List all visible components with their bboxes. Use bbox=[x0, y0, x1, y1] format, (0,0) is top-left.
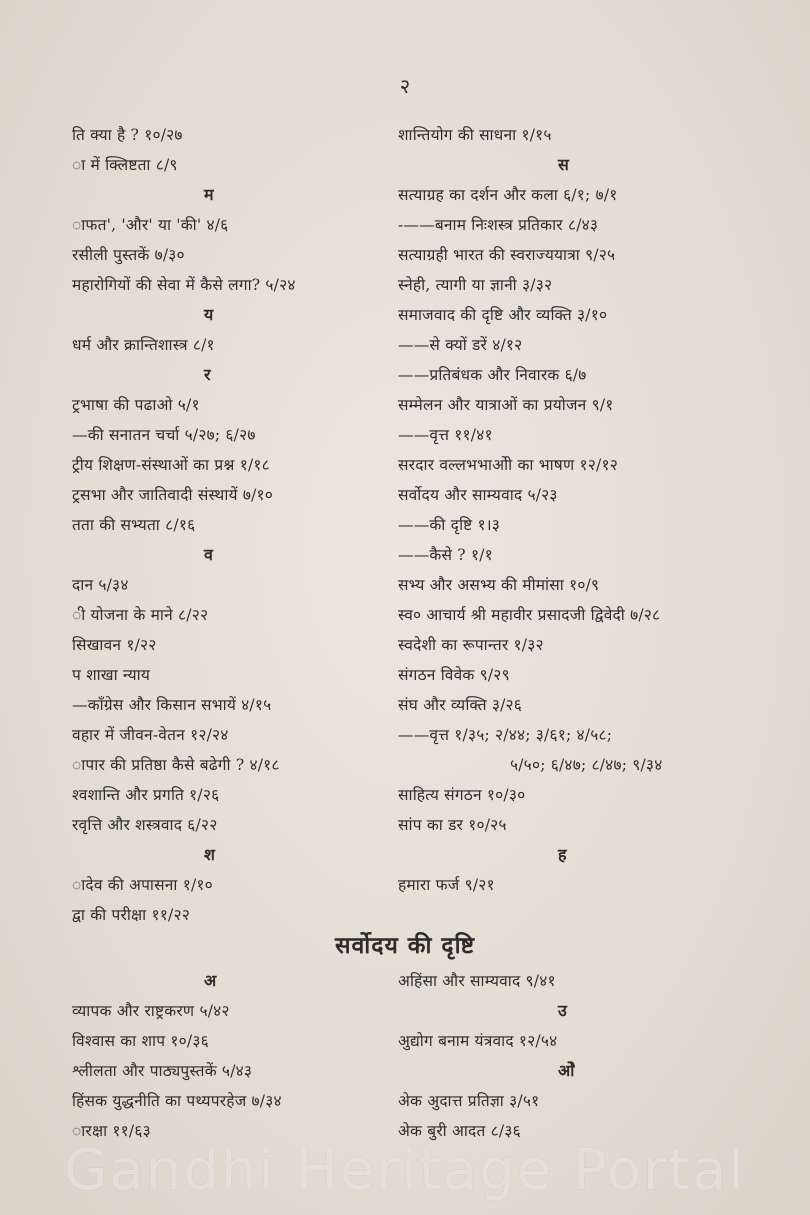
index-entry: विश्वास का शाप १०/३६ bbox=[72, 1032, 209, 1050]
index-letter-heading: र bbox=[204, 365, 211, 384]
index-entry: अुद्योग बनाम यंत्रवाद १२/५४ bbox=[398, 1032, 558, 1050]
index-entry: रवृत्ति और शस्त्रवाद ६/२२ bbox=[72, 816, 218, 834]
index-entry-continuation: ५/५०; ६/४७; ८/४७; ९/३४ bbox=[510, 756, 663, 774]
index-letter-heading: श bbox=[204, 845, 216, 864]
index-entry: ट्रसभा और जातिवादी संस्थायें ७/१० bbox=[72, 486, 274, 504]
index-letter-heading: ओे bbox=[558, 1061, 575, 1080]
index-entry: रसीली पुस्तकें ७/३० bbox=[72, 246, 185, 264]
index-letter-heading: अ bbox=[204, 971, 217, 990]
index-letter-heading: स bbox=[558, 155, 570, 174]
index-entry: ादेव की अपासना १/१० bbox=[72, 876, 213, 894]
index-letter-heading: उ bbox=[558, 1001, 567, 1020]
page-number: २ bbox=[399, 74, 411, 98]
index-entry: —काँग्रेस और किसान सभायें ४/१५ bbox=[72, 696, 272, 714]
index-entry: अहिंसा और साम्यवाद ९/४१ bbox=[398, 972, 556, 990]
index-entry: ——वृत्त ११/४१ bbox=[398, 426, 493, 444]
index-entry: ——की दृष्टि १।३ bbox=[398, 516, 501, 534]
index-column-right-section2 bbox=[398, 966, 798, 1146]
index-letter-heading: य bbox=[204, 305, 214, 324]
index-entry: सांप का डर १०/२५ bbox=[398, 816, 507, 834]
index-entry: सर्वोदय और साम्यवाद ५/२३ bbox=[398, 486, 558, 504]
index-entry: स्व० आचार्य श्री महावीर प्रसादजी द्विवेदी ७/२८ bbox=[398, 606, 661, 624]
index-entry: सभ्य और असभ्य की मीमांसा १०/९ bbox=[398, 576, 600, 594]
index-entry: ——प्रतिबंधक और निवारक ६/७ bbox=[398, 366, 587, 384]
index-entry: महारोगियों की सेवा में कैसे लगा? ५/२४ bbox=[72, 276, 296, 294]
index-entry: ट्रभाषा की पढाओ ५/१ bbox=[72, 396, 200, 414]
index-entry: व्यापक और राष्ट्रकरण ५/४२ bbox=[72, 1002, 230, 1020]
index-column-left bbox=[72, 120, 384, 930]
index-entry: दान ५/३४ bbox=[72, 576, 129, 594]
index-entry: वहार में जीवन-वेतन १२/२४ bbox=[72, 726, 229, 744]
index-entry: अेक बुरी आदत ८/३६ bbox=[398, 1122, 521, 1140]
index-entry: प शाखा न्याय bbox=[72, 666, 151, 684]
index-entry: ट्रीय शिक्षण-संस्थाओं का प्रश्न १/१८ bbox=[72, 456, 270, 474]
index-letter-heading: म bbox=[204, 185, 214, 204]
index-letter-heading: ह bbox=[558, 845, 567, 864]
index-entry: सिखावन १/२२ bbox=[72, 636, 157, 654]
index-entry: ——वृत्त १/३५; २/४४; ३/६१; ४/५८; bbox=[398, 726, 613, 744]
index-entry: शान्तियोग की साधना १/१५ bbox=[398, 126, 552, 144]
index-entry: श्वशान्ति और प्रगति १/२६ bbox=[72, 786, 220, 804]
index-entry: अेक अुदात्त प्रतिज्ञा ३/५१ bbox=[398, 1092, 540, 1110]
index-entry: -——बनाम निःशस्त्र प्रतिकार ८/४३ bbox=[398, 216, 599, 234]
index-entry: स्वदेशी का रूपान्तर १/३२ bbox=[398, 636, 544, 654]
index-entry: ——से क्यों डरें ४/१२ bbox=[398, 336, 523, 354]
section-title: सर्वोदय की दृष्टि bbox=[334, 932, 476, 959]
index-entry: ——कैसे ? १/१ bbox=[398, 546, 493, 564]
index-entry: ारक्षा ११/६३ bbox=[72, 1122, 151, 1140]
index-entry: सरदार वल्लभभाओी का भाषण १२/१२ bbox=[398, 456, 618, 474]
index-column-left-section2 bbox=[72, 966, 384, 1146]
index-entry: सत्याग्रह का दर्शन और कला ६/१; ७/१ bbox=[398, 186, 618, 204]
index-entry: —की सनातन चर्चा ५/२७; ६/२७ bbox=[72, 426, 256, 444]
watermark: Gandhi Heritage Portal bbox=[64, 1138, 746, 1203]
index-entry: हिंसक युद्धनीति का पथ्यपरहेज ७/३४ bbox=[72, 1092, 282, 1110]
index-entry: श्लीलता और पाठ्यपुस्तकें ५/४३ bbox=[72, 1062, 253, 1080]
index-entry: स्नेही, त्यागी या ज्ञानी ३/३२ bbox=[398, 276, 553, 294]
index-entry: ाफत', 'और' या 'की' ४/६ bbox=[72, 216, 229, 234]
index-entry: ापार की प्रतिष्ठा कैसे बढेगी ? ४/१८ bbox=[72, 756, 280, 774]
index-entry: ी योजना के माने ८/२२ bbox=[72, 606, 209, 624]
index-entry: समाजवाद की दृष्टि और व्यक्ति ३/१० bbox=[398, 306, 608, 324]
index-entry: संघ और व्यक्ति ३/२६ bbox=[398, 696, 523, 714]
index-entry: तता की सभ्यता ८/१६ bbox=[72, 516, 196, 534]
index-entry: साहित्य संगठन १०/३० bbox=[398, 786, 526, 804]
index-entry: ति क्या है ? १०/२७ bbox=[72, 126, 183, 144]
index-letter-heading: व bbox=[204, 545, 214, 564]
index-entry: सम्मेलन और यात्राओं का प्रयोजन ९/१ bbox=[398, 396, 614, 414]
index-entry: हमारा फर्ज ९/२१ bbox=[398, 876, 495, 894]
index-entry: धर्म और क्रान्तिशास्त्र ८/१ bbox=[72, 336, 215, 354]
index-entry: सत्याग्रही भारत की स्वराज्ययात्रा ९/२५ bbox=[398, 246, 616, 264]
index-entry: द्वा की परीक्षा ११/२२ bbox=[72, 906, 190, 924]
index-entry: संगठन विवेक ९/२९ bbox=[398, 666, 510, 684]
index-entry: ा में क्लिष्टता ८/९ bbox=[72, 156, 178, 174]
index-column-right bbox=[398, 120, 798, 900]
